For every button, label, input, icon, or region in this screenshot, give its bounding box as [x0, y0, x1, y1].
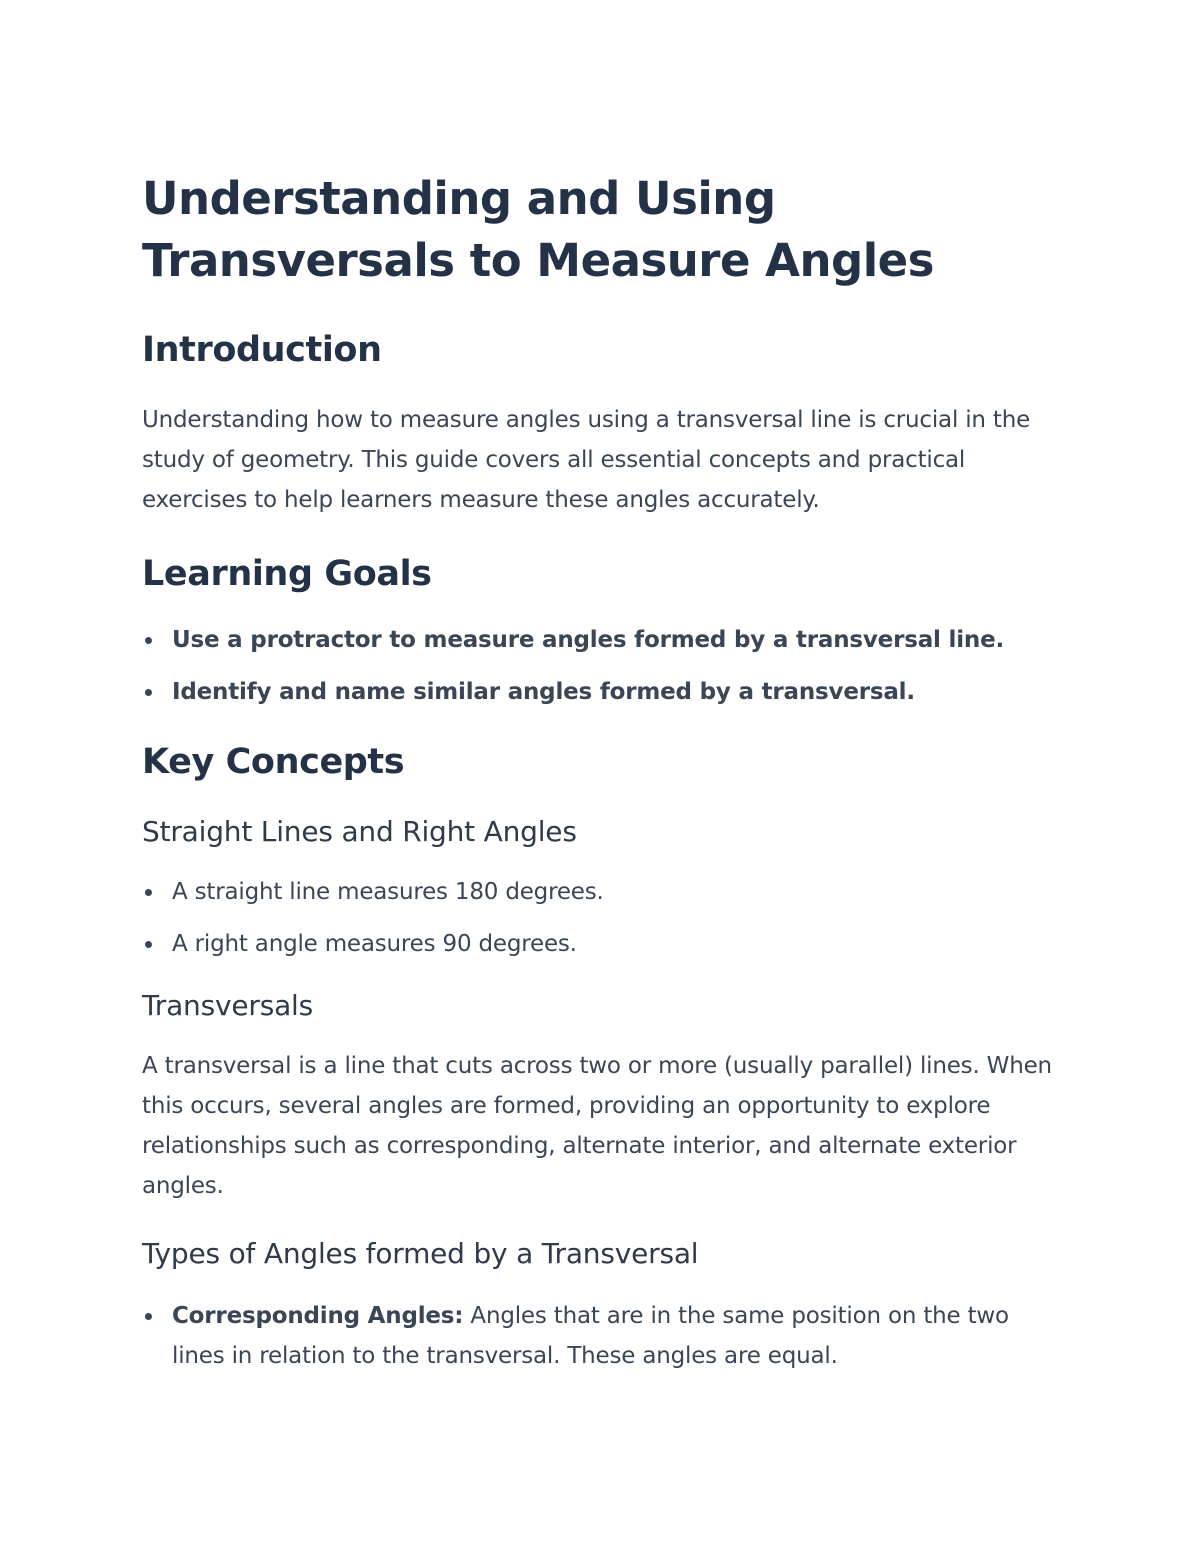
straight-lines-heading: Straight Lines and Right Angles [142, 815, 577, 848]
document-page [142, 168, 1062, 1376]
learning-goal-item: Identify and name similar angles formed by a transversal. [142, 672, 1062, 712]
straight-lines-item: A right angle measures 90 degrees. [142, 924, 1062, 964]
key-concepts-heading: Key Concepts [142, 742, 405, 782]
learning-goal-item: Use a protractor to measure angles formed by a transversal line. [142, 620, 1062, 660]
introduction-heading: Introduction [142, 330, 382, 370]
document-title: Understanding and Using Transversals to Measure Angles [142, 172, 934, 287]
angle-type-term: Corresponding Angles: [172, 1303, 464, 1329]
introduction-paragraph: Understanding how to measure angles using a transversal line is crucial in the study of geometry. This guide covers all essential concepts and practical exercises to help learners measure these angles accurately. [142, 407, 1031, 513]
transversals-paragraph: A transversal is a line that cuts across two or more (usually parallel) lines. When this occurs, several angles are formed, providing an opportunity to explore relationships such as corresponding, alternate interior, and alternate exterior angles. [142, 1053, 1052, 1199]
straight-lines-item: A straight line measures 180 degrees. [142, 872, 1062, 912]
angle-types-list [142, 1296, 1062, 1376]
transversals-heading: Transversals [142, 989, 314, 1022]
angle-type-item [142, 1296, 1062, 1376]
straight-lines-list [142, 872, 1062, 964]
learning-goals-list [142, 620, 1062, 712]
learning-goals-heading: Learning Goals [142, 554, 432, 594]
angle-type-description: Angles that are in the same position on the two lines in relation to the transversal. These angles are equal. [172, 1303, 1009, 1369]
angle-types-heading: Types of Angles formed by a Transversal [142, 1237, 699, 1270]
